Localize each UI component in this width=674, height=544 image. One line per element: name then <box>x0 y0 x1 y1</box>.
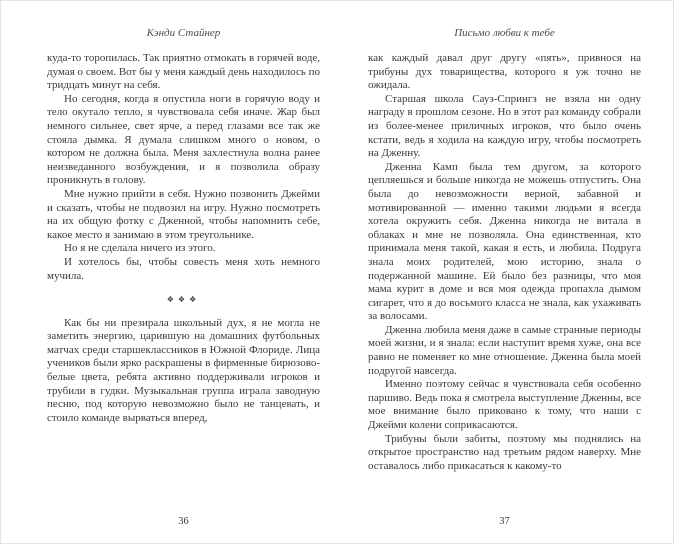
paragraph: Трибуны были забиты, поэтому мы поднялись на открытое пространство над третьим рядом наверху. Мне оставалось либо прикасаться к какому-то <box>368 432 641 472</box>
paragraph: как каждый давал друг другу «пять», привнося на трибуны дух товарищества, которого я уж точно не ожидала. <box>368 52 641 92</box>
page-number-left: 36 <box>178 516 189 527</box>
running-head-title: Письмо любви к тебе <box>454 27 555 39</box>
paragraph: Дженна Камп была тем другом, за которого цепляешься и больше никогда не можешь отпустить. Она была до невозможности верной, забавной и мотивированной — именно такими людьми я всегда хотела окружить себя. Дженна никогда не витала в облаках и мне не позволяла. Она единственная, кто принимала меня такой, какая я есть, и любила. Подруга знала моих родителей, мою историю, знала о подержанной машине. Ей было без разницы, что моя мама курит в доме и вся моя одежда пропахла дымом сигарет, что я до восьмого класса не знала, как ухаживать за волосами. <box>368 160 641 323</box>
page-body-left <box>47 52 320 508</box>
paragraph: Как бы ни презирала школьный дух, я не могла не заметить энергию, царившую на домашних футбольных матчах среди старшеклассников в Южной Флориде. Лица учеников были ярко раскрашены в фирменные бирюзово-белые цвета, ребята активно поддерживали игроков и трубили в гудки. Музыкальная группа играла заводную песню, под которую невозможно было не танцевать, и стоило команде вырваться вперед, <box>47 316 320 424</box>
paragraph: Дженна любила меня даже в самые странные периоды моей жизни, и я знала: если наступит время хуже, она все равно не поменяет ко мне отношение. Дженна была моей подругой навсегда. <box>368 323 641 377</box>
running-head-author: Кэнди Стайнер <box>146 27 221 39</box>
paragraph: Но я не сделала ничего из этого. <box>64 242 216 255</box>
paragraph: Мне нужно прийти в себя. Нужно позвонить Джейми и сказать, чтобы не подвозил на игру. Нужно посмотреть на их общую фотку с Дженной, чтобы напомнить себе, какое место я занимаю в этом треугольнике. <box>47 187 320 241</box>
page-right <box>337 1 673 543</box>
section-divider-ornament: ❖❖❖ <box>166 295 201 305</box>
page-body-right <box>368 52 641 508</box>
paragraph: Именно поэтому сейчас я чувствовала себя особенно паршиво. Ведь пока я смотрела выступление Дженны, все мое внимание было приковано к тому, что наши с Джейми колени соприкасаются. <box>368 378 641 432</box>
paragraph: Но сегодня, когда я опустила ноги в горячую воду и тело окутало тепло, я чувствовала себя иначе. Жар был немного сильнее, свет ярче, а перед глазами все так же стояла дымка. Я думала слишком много о новом, о котором не должна была. Меня захлестнула волна ранее неизведанного возбуждения, и я позволила образу проникнуть в голову. <box>47 92 320 187</box>
paragraph: И хотелось бы, чтобы совесть меня хоть немного мучила. <box>47 255 320 282</box>
page-number-right: 37 <box>499 516 510 527</box>
page-left <box>1 1 337 543</box>
paragraph: куда-то торопилась. Так приятно отмокать в горячей воде, думая о своем. Вот бы у меня каждый день находилось по тридцать минут на себя. <box>47 52 320 92</box>
paragraph: Старшая школа Сауз-Спрингз не взяла ни одну награду в прошлом сезоне. Но в этот раз команду собрали из более-менее приличных игроков, что было очень кстати, ведь я ходила на каждую игру, чтобы посмотреть на Дженну. <box>368 92 641 160</box>
